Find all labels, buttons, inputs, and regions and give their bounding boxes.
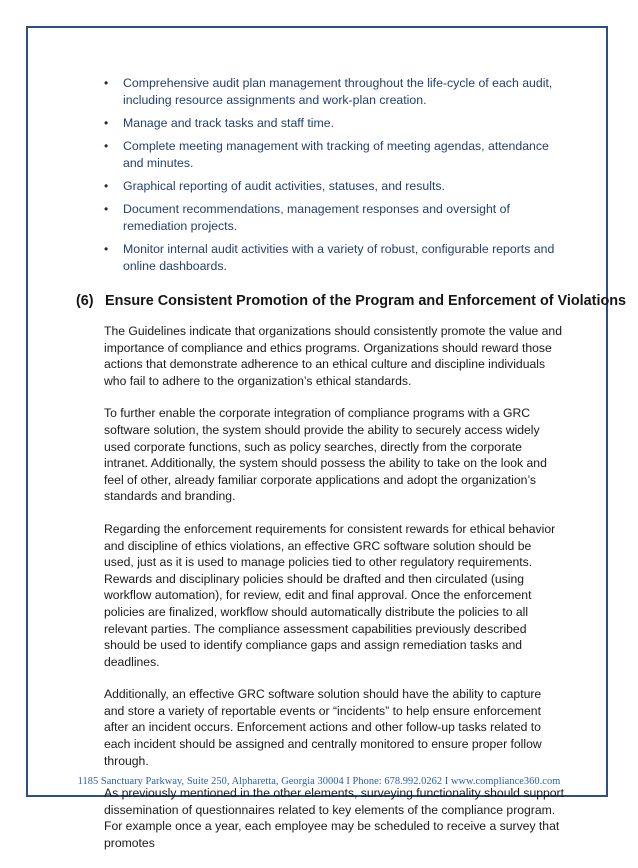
list-item — [104, 178, 564, 195]
paragraph: As previously mentioned in the other elements, surveying functionality should support dissemination of questionnaires related to key elements of the compliance program. For example once a year, each employee may be scheduled to receive a survey that promotes — [104, 786, 564, 851]
bullet-icon: • — [104, 139, 109, 153]
bullet-icon: • — [104, 242, 109, 256]
section-title: Ensure Consistent Promotion of the Program and Enforcement of Violations — [105, 293, 627, 309]
bullet-text: Document recommendations, management responses and oversight of remediation projects. — [123, 202, 510, 233]
bullet-icon: • — [104, 76, 109, 90]
bullet-icon: • — [104, 202, 109, 216]
paragraph: The Guidelines indicate that organizations should consistently promote the value and importance of compliance and ethics programs. Organizations should reward those actions that demonstrate adherence to an ethical culture and discipline individuals who fail to adhere to the organization’s ethical standards. — [104, 324, 562, 388]
paragraph: Additionally, an effective GRC software solution should have the ability to capture and store a variety of reportable events or “incidents” to help ensure enforcement after an incident occurs. Enforcement actions and other follow-up tasks related to each incident should be assigned and centrally monitored to ensure proper follow through. — [104, 687, 542, 768]
bullet-text: Comprehensive audit plan management throughout the life-cycle of each audit, including resource assignments and work-plan creation. — [123, 76, 553, 107]
paragraph: To further enable the corporate integration of compliance programs with a GRC software solution, the system should provide the ability to securely access widely used corporate functions, such as policy searches, directly from the corporate intranet. Additionally, the system should possess the ability to take on the look and feel of other, already familiar corporate applications and adopt the organization’s standards and branding. — [104, 406, 547, 504]
list-item — [104, 75, 564, 109]
list-item — [104, 201, 564, 235]
list-item — [104, 115, 564, 132]
paragraph: Regarding the enforcement requirements for consistent rewards for ethical behavior and discipline of ethics violations, an effective GRC software solution should be used, just as it is used to manage policies tied to other regulatory requirements. Rewards and disciplinary policies should be drafted and then circulated (using workflow automation), for review, edit and final approval. Once the enforcement policies are finalized, workflow should automatically distribute the policies to all relevant parties. The compliance assessment capabilities previously described should be used to identify compliance gaps and assign remediation tasks and deadlines. — [104, 521, 556, 669]
bullet-text: Manage and track tasks and staff time. — [123, 116, 334, 130]
list-item — [104, 241, 564, 275]
bullet-text: Graphical reporting of audit activities, statuses, and results. — [123, 179, 445, 193]
bullet-text: Monitor internal audit activities with a variety of robust, configurable reports and online dashboards. — [123, 242, 555, 273]
bullet-icon: • — [104, 179, 109, 193]
list-item — [104, 138, 564, 172]
page-footer: 1185 Sanctuary Parkway, Suite 250, Alpharetta, Georgia 30004 I Phone: 678.992.0262 I www.compliance360.com — [77, 776, 561, 787]
feature-bullet-list — [104, 75, 564, 281]
bullet-text: Complete meeting management with tracking of meeting agendas, attendance and minutes. — [123, 139, 549, 170]
section-number: (6) — [76, 293, 94, 309]
section-heading — [76, 292, 627, 310]
bullet-icon: • — [104, 116, 109, 130]
